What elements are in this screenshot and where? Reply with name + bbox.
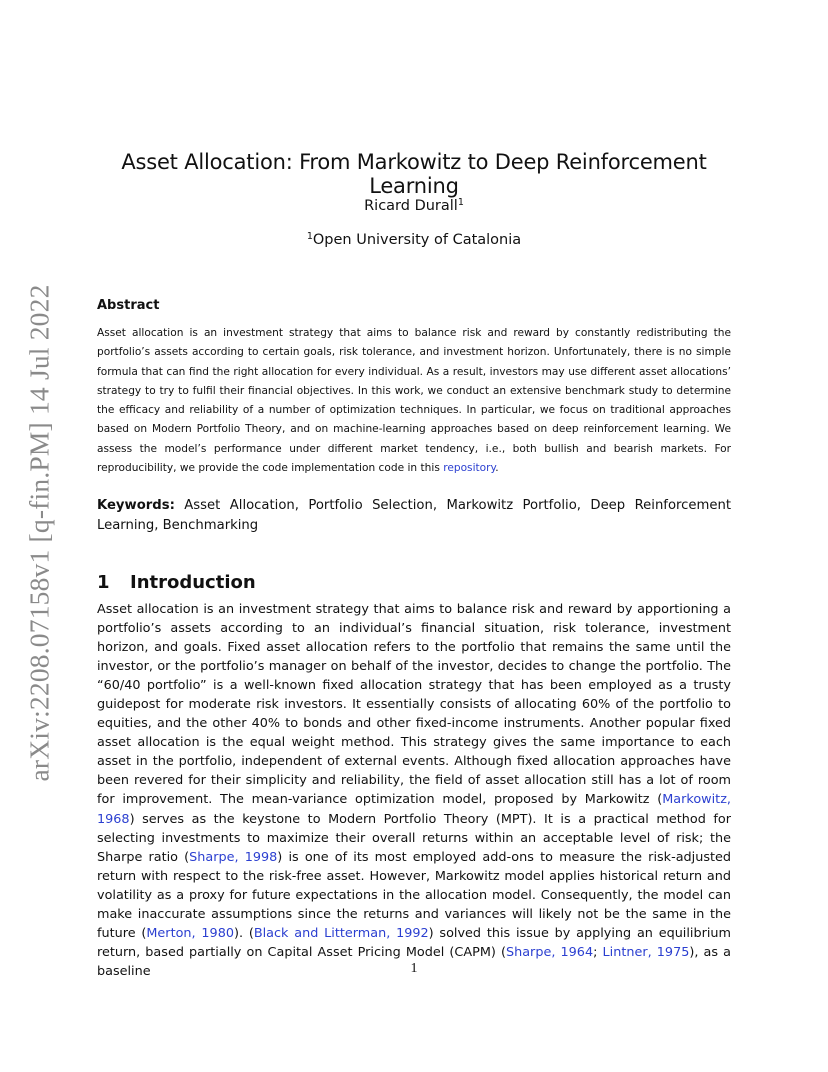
paper-title: Asset Allocation: From Markowitz to Deep Reinforcement Learning bbox=[121, 150, 707, 198]
intro-text: ) is one of its most employed add-ons to measure the risk-adjusted return with respect to the risk-free asset. However, Markowitz model applies historical return and volatility as a proxy for future expectations in the allocation model. Consequently, the model can make inaccurate assumptions since the returns and variances will likely not be the same in the future ( bbox=[97, 849, 732, 941]
abstract-heading: Abstract bbox=[97, 298, 160, 313]
citation-year: 1975 bbox=[656, 944, 690, 960]
abstract-end: . bbox=[495, 462, 499, 475]
page-number: 1 bbox=[410, 961, 418, 976]
citation-year: 1980 bbox=[201, 925, 234, 941]
introduction-paragraph: Asset allocation is an investment strategy that aims to balance risk and reward by apportioning a portfolio’s assets according to an individual’s financial situation, risk tolerance, investment horizon, and goals. Fixed asset allocation refers to the portfolio that remains the same until the investor, or the portfolio’s manager on behalf of the investor, decides to change the portfolio. The “60/40 portfolio” is a well-known fixed allocation strategy that has been employed as a trusty guidepost for moderate risk investors. It essentially consists of allocating 60% of the portfolio to equities, and the other 40% to bonds and other fixed-income instruments. Another popular fixed asset allocation is the equal weight method. This strategy gives the same importance to each asset in the portfolio, independent of external events. Although fixed allocation approaches have been revered for their simplicity and reliability, the field of asset allocation still has a lot of room for improvement. The mean-variance optimization model, proposed by Markowitz (Markowitz, 1968) serves as the keystone to Modern Portfolio Theory (MPT). It is a practical method for selecting investments to maximize their overall returns within an acceptable level of risk; the Sharpe ratio (Sharpe, 1998) is one of its most employed add-ons to measure the risk-adjusted return with respect to the risk-free asset. However, Markowitz model applies historical return and volatility as a proxy for future expectations in the allocation model. Consequently, the model can make inaccurate assumptions since the returns and variances will likely not be the same in the future (Merton, 1980). (Black and Litterman, 1992) solved this issue by applying an equilibrium return, based partially on Capital Asset Pricing Model (CAPM) (Sharpe, 1964; Lintner, 1975), as a baseline bbox=[97, 602, 732, 979]
intro-text: ), as a baseline bbox=[97, 944, 732, 979]
affiliation-mark: 1 bbox=[306, 231, 313, 242]
section-title: Introduction bbox=[130, 572, 256, 593]
citation-merton[interactable]: Merton, 1980 bbox=[146, 925, 234, 941]
author-affiliation-mark: 1 bbox=[457, 197, 464, 208]
citation-author: Black and Litterman bbox=[253, 925, 387, 941]
keywords bbox=[97, 496, 731, 535]
arxiv-identifier: arXiv:2208.07158v1 [q-fin.PM] 14 Jul 2022 bbox=[24, 283, 56, 782]
citation-author: Lintner bbox=[602, 944, 648, 960]
citation-author: Sharpe bbox=[505, 944, 552, 960]
citation-sharpe-1998[interactable]: Sharpe, 1998 bbox=[189, 849, 278, 865]
intro-text: ). ( bbox=[233, 925, 254, 941]
keywords-label: Keywords: bbox=[97, 498, 175, 513]
section-heading-introduction bbox=[97, 572, 256, 593]
citation-black-litterman[interactable]: Black and Litterman, 1992 bbox=[253, 925, 429, 941]
author-line bbox=[0, 198, 828, 214]
repository-link[interactable]: repository bbox=[443, 462, 496, 475]
affiliation-line bbox=[0, 232, 828, 248]
arxiv-side-stamp bbox=[18, 285, 62, 780]
affiliation-name: Open University of Catalonia bbox=[312, 232, 522, 248]
citation-year: 1998 bbox=[244, 849, 278, 865]
citation-author: Merton bbox=[146, 925, 192, 941]
citation-lintner[interactable]: Lintner, 1975 bbox=[602, 944, 690, 960]
section-number: 1 bbox=[97, 572, 110, 593]
citation-sharpe-1964[interactable]: Sharpe, 1964 bbox=[505, 944, 594, 960]
author-name: Ricard Durall bbox=[364, 198, 458, 214]
citation-markowitz[interactable]: Markowitz, 1968 bbox=[97, 792, 731, 827]
citation-year: 1964 bbox=[560, 944, 594, 960]
intro-text: ) solved this issue by applying an equilibrium return, based partially on Capital Asset Pricing Model (CAPM) ( bbox=[97, 925, 731, 960]
citation-author: Sharpe bbox=[189, 849, 235, 865]
citation-year: 1968 bbox=[97, 811, 130, 827]
abstract-text bbox=[97, 324, 731, 478]
citation-author: Markowitz bbox=[662, 792, 727, 808]
intro-text: Asset allocation is an investment strategy that aims to balance risk and reward by apportioning a portfolio’s assets according to an individual’s financial situation, risk tolerance, investment horizon, and goals. Fixed asset allocation refers to the portfolio that remains the same until the investor, or the portfolio’s manager on behalf of the investor, decides to change the portfolio. The “60/40 portfolio” is a well-known fixed allocation strategy that has been employed as a trusty guidepost for moderate risk investors. It essentially consists of allocating 60% of the portfolio to equities, and the other 40% to bonds and other fixed-income instruments. Another popular fixed asset allocation is the equal weight method. This strategy gives the same importance to each asset in the portfolio, independent of external events. Although fixed allocation approaches have been revered for their simplicity and reliability, the field of asset allocation still has a lot of room for improvement. The mean-variance optimization model, proposed by Markowitz ( bbox=[97, 602, 731, 808]
citation-year: 1992 bbox=[396, 925, 429, 941]
keywords-list: Asset Allocation, Portfolio Selection, Markowitz Portfolio, Deep Reinforcement Learning, Benchmarking bbox=[97, 498, 731, 533]
abstract-body: Asset allocation is an investment strategy that aims to balance risk and reward by constantly redistributing the portfolio’s assets according to certain goals, risk tolerance, and investment horizon. Unfortunately, there is no simple formula that can find the right allocation for every individual. As a result, investors may use different asset allocations’ strategy to try to fulfil their financial objectives. In this work, we conduct an extensive benchmark study to determine the efficacy and reliability of a number of optimization techniques. In particular, we focus on traditional approaches based on Modern Portfolio Theory, and on machine-learning approaches based on deep reinforcement learning. We assess the model’s performance under different market tendency, i.e., both bullish and bearish markets. For reproducibility, we provide the code implementation code in this bbox=[97, 327, 731, 475]
intro-text: ) serves as the keystone to Modern Portfolio Theory (MPT). It is a practical method for selecting investments to maximize their overall returns within an acceptable level of risk; the Sharpe ratio ( bbox=[97, 811, 731, 865]
